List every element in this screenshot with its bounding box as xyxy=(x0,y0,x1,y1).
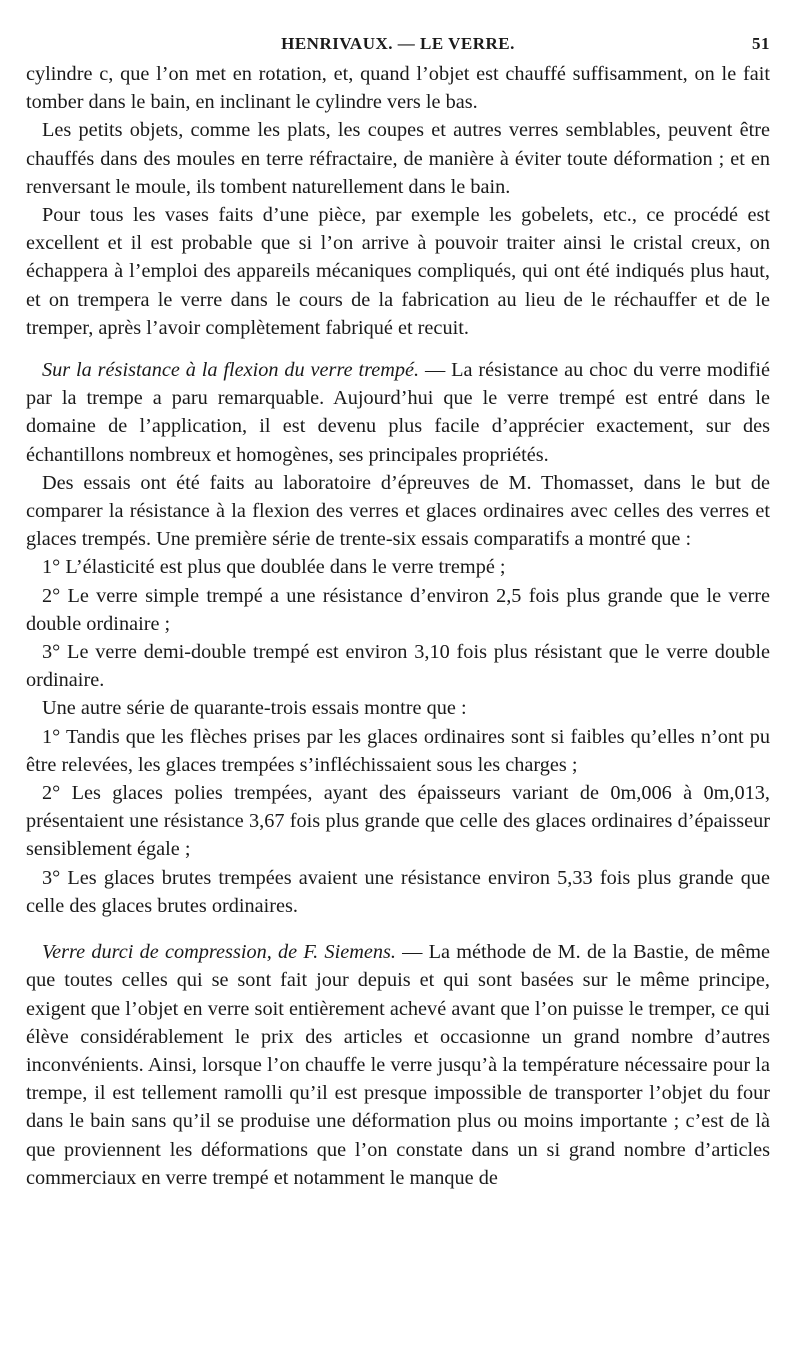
page xyxy=(26,30,770,1192)
running-title: HENRIVAUX. — LE VERRE. xyxy=(281,34,515,53)
list-item: 2° Le verre simple trempé a une résistance d’environ 2,5 fois plus grande que le verre double ordinaire ; xyxy=(26,584,770,635)
list-item: 1° L’élasticité est plus que doublée dans le verre trempé ; xyxy=(42,556,506,579)
paragraph-text: — La résistance au choc du verre modifié par la trempe a paru remarquable. Aujourd’hui que le verre trempé est entré dans le domaine de l’application, il est devenu plus facile d’apprécier exactement, sur des échantillons nombreux et homogènes, ses principales propriétés. xyxy=(26,359,770,466)
list-item: 2° Les glaces polies trempées, ayant des épaisseurs variant de 0m,006 à 0m,013, présentaient une résistance 3,67 fois plus grande que celle des glaces ordinaires d’épaisseur sensiblement égale ; xyxy=(26,782,770,861)
paragraph-text: — La méthode de M. de la Bastie, de même que toutes celles qui se sont fait jour depuis et qui sont basées sur le même principe, exigent que l’objet en verre soit entièrement achevé avant que l’on puisse le tremper, ce qui élève considérablement le prix des articles et occasionne un grand nombre d’autres inconvénients. Ainsi, lorsque l’on chauffe le verre jusqu’à la température nécessaire pour la trempe, il est tellement ramolli qu’il est presque impossible de transporter l’objet du four dans le bain sans qu’il se produise une déformation plus ou moins importante ; c’est de là que proviennent les déformations que l’on constate dans un si grand nombre d’articles commerciaux en verre trempé et notamment le manque de xyxy=(26,941,771,1189)
paragraph: Les petits objets, comme les plats, les coupes et autres verres semblables, peuvent être chauffés dans des moules en terre réfractaire, de manière à éviter toute déformation ; et en renversant le moule, ils tombent naturellement dans le bain. xyxy=(26,119,770,198)
paragraph: Pour tous les vases faits d’une pièce, par exemple les gobelets, etc., ce procédé est excellent et il est probable que si l’on arrive à pouvoir traiter ainsi le cristal creux, on échappera à l’emploi des appareils mécaniques compliqués, qui ont été indiqués plus haut, et on trempera le verre dans le cours de la fabrication au lieu de le réchauffer et de le tremper, après l’avoir complètement fabriqué et recuit. xyxy=(26,204,770,339)
list-item: 3° Les glaces brutes trempées avaient une résistance environ 5,33 fois plus grande que celle des glaces brutes ordinaires. xyxy=(26,866,770,917)
list-item: 1° Tandis que les flèches prises par les glaces ordinaires sont si faibles qu’elles n’ont pu être relevées, les glaces trempées s’infléchissaient sous les charges ; xyxy=(26,725,770,776)
section-heading: Sur la résistance à la flexion du verre trempé. xyxy=(42,359,420,382)
section-paragraph xyxy=(26,938,770,1192)
paragraph: Des essais ont été faits au laboratoire d’épreuves de M. Thomasset, dans le but de comparer la résistance à la flexion des verres et glaces ordinaires avec celles des verres et glaces trempés. Une première série de trente-six essais comparatifs a montré que : xyxy=(26,471,770,551)
section-paragraph xyxy=(26,356,770,469)
paragraph: Une autre série de quarante-trois essais montre que : xyxy=(42,697,467,720)
section-heading: Verre durci de compression, de F. Siemens. xyxy=(42,941,396,964)
running-header xyxy=(26,30,770,60)
body-text xyxy=(26,60,770,1192)
page-number: 51 xyxy=(752,34,770,53)
list-item: 3° Le verre demi-double trempé est environ 3,10 fois plus résistant que le verre double ordinaire. xyxy=(26,641,770,692)
paragraph: cylindre c, que l’on met en rotation, et, quand l’objet est chauffé suffisamment, on le fait tomber dans le bain, en inclinant le cylindre vers le bas. xyxy=(26,63,770,114)
